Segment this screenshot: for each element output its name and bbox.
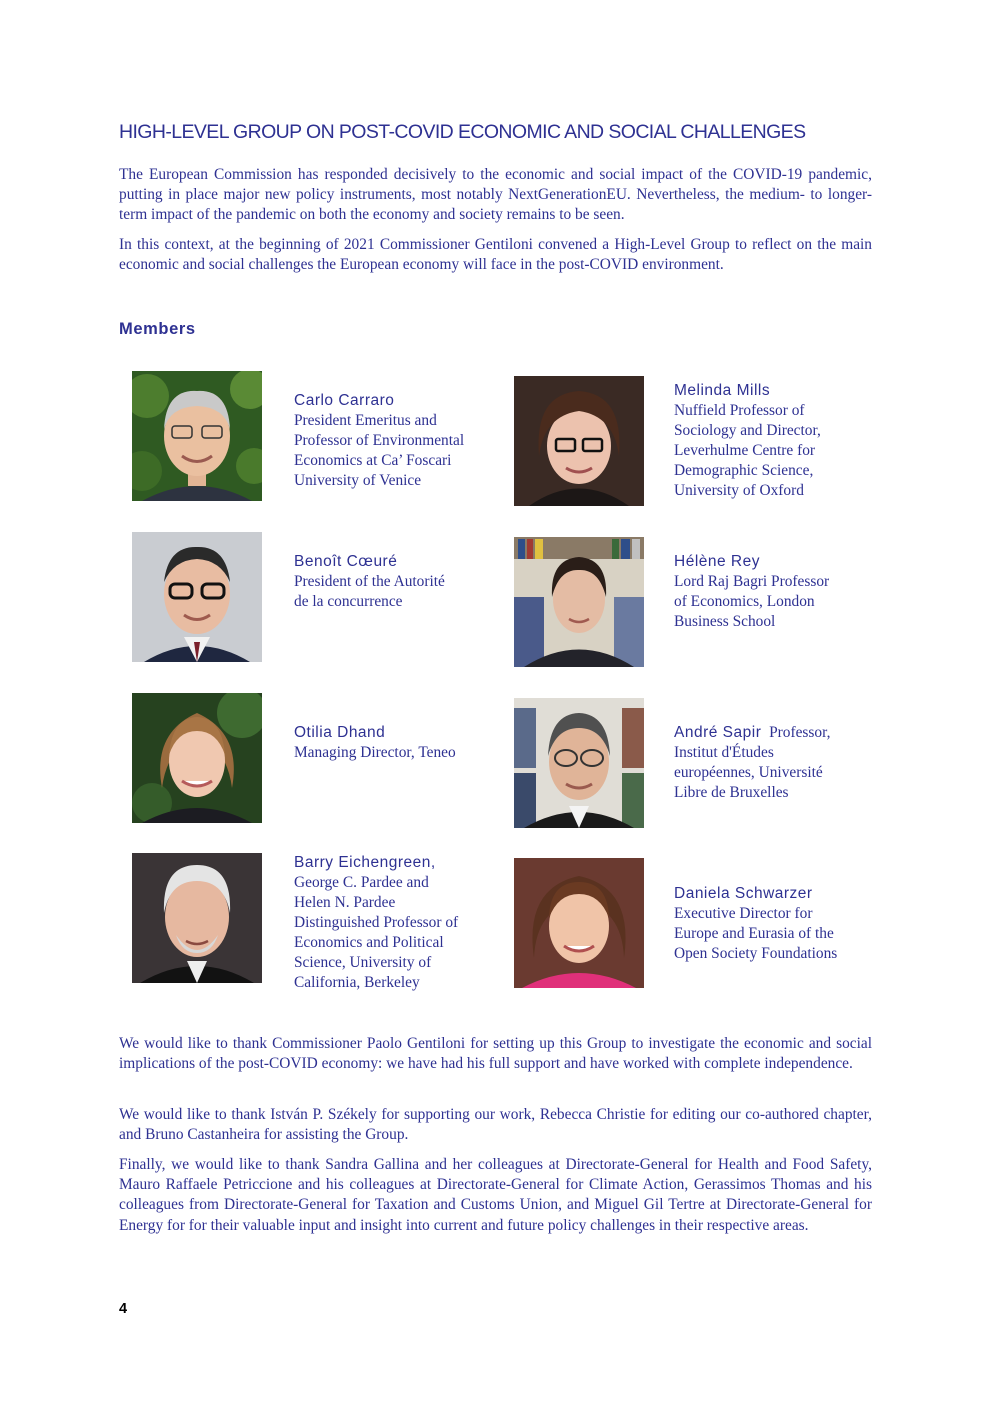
intro-paragraph: In this context, at the beginning of 2021 Commissioner Gentiloni convened a High-Level Group to reflect on the main economic and social challenges the European economy will face in the post-COVID environment. xyxy=(119,236,872,274)
member-photo xyxy=(132,532,262,662)
member-role-line: George C. Pardee and xyxy=(294,874,429,891)
member-photo xyxy=(514,698,644,828)
member-entry xyxy=(294,552,494,612)
member-role-inline: Professor, xyxy=(769,724,831,741)
page-title: HIGH-LEVEL GROUP ON POST-COVID ECONOMIC AND SOCIAL CHALLENGES xyxy=(119,121,806,143)
member-role-line: Sociology and Director, xyxy=(674,422,821,439)
member-photo xyxy=(514,537,644,667)
member-entry xyxy=(674,884,874,964)
member-role-line: Economics and Political xyxy=(294,934,444,951)
member-role-line: Executive Director for xyxy=(674,905,813,922)
member-role-line: University of Venice xyxy=(294,472,422,489)
member-role-line: Demographic Science, xyxy=(674,462,814,479)
member-role-line: de la concurrence xyxy=(294,593,403,610)
member-role-line: Distinguished Professor of xyxy=(294,914,459,931)
member-name: André Sapir xyxy=(674,724,762,741)
member-role-line: President Emeritus and xyxy=(294,412,437,429)
member-role-line: Helen N. Pardee xyxy=(294,894,396,911)
member-role-line: Managing Director, Teneo xyxy=(294,744,456,761)
member-role-line: Leverhulme Centre for xyxy=(674,442,816,459)
member-role-line: Lord Raj Bagri Professor xyxy=(674,573,830,590)
member-photo xyxy=(132,693,262,823)
member-name: Hélène Rey xyxy=(674,553,760,570)
member-entry xyxy=(294,853,494,993)
member-role-line: Institut d'Études xyxy=(674,744,774,761)
acknowledgement-paragraph: Finally, we would like to thank Sandra Gallina and her colleagues at Directorate-General for Health and Food Safety, Mauro Raffaele Petriccione and his colleagues at Directorate-General for Climate Action, Gerassimos Thomas and his colleagues from Directorate-General for Taxation and Customs Union, and Miguel Gil Tertre at Directorate-General for Energy for for their valuable input and insight into current and future policy challenges in their respective areas. xyxy=(119,1156,872,1234)
member-entry xyxy=(674,381,874,501)
member-entry xyxy=(294,723,494,763)
member-entry xyxy=(674,552,874,632)
member-role-line: Open Society Foundations xyxy=(674,945,838,962)
member-role-line: Libre de Bruxelles xyxy=(674,784,789,801)
member-name: Otilia Dhand xyxy=(294,724,386,741)
member-role-line: University of Oxford xyxy=(674,482,804,499)
member-name: Daniela Schwarzer xyxy=(674,885,813,902)
member-photo xyxy=(514,376,644,506)
member-photo xyxy=(514,858,644,988)
member-role-line: Economics at Ca’ Foscari xyxy=(294,452,452,469)
member-role-line: President of the Autorité xyxy=(294,573,445,590)
members-heading: Members xyxy=(119,320,196,338)
member-name: Barry Eichengreen, xyxy=(294,854,436,871)
member-entry xyxy=(674,723,884,803)
member-role-line: California, Berkeley xyxy=(294,974,420,991)
member-role-line: Nuffield Professor of xyxy=(674,402,805,419)
member-role-line: Europe and Eurasia of the xyxy=(674,925,834,942)
member-name: Carlo Carraro xyxy=(294,392,395,409)
member-photo xyxy=(132,853,262,983)
acknowledgement-paragraph: We would like to thank István P. Székely for supporting our work, Rebecca Christie for editing our co-authored chapter, and Bruno Castanheira for assisting the Group. xyxy=(119,1106,872,1144)
member-role-line: of Economics, London xyxy=(674,593,815,610)
member-name: Benoît Cœuré xyxy=(294,553,398,570)
member-role-line: Science, University of xyxy=(294,954,432,971)
member-role-line: européennes, Université xyxy=(674,764,823,781)
member-entry xyxy=(294,391,494,491)
member-name: Melinda Mills xyxy=(674,382,771,399)
acknowledgement-paragraph: We would like to thank Commissioner Paolo Gentiloni for setting up this Group to investigate the economic and social implications of the post-COVID economy: we have had his full support and have worked with complete independence. xyxy=(119,1035,872,1073)
member-role-line: Business School xyxy=(674,613,776,630)
page-number: 4 xyxy=(119,1301,128,1317)
member-role-line: Professor of Environmental xyxy=(294,432,465,449)
member-photo xyxy=(132,371,262,501)
intro-paragraph: The European Commission has responded decisively to the economic and social impact of the COVID-19 pandemic, putting in place major new policy instruments, most notably NextGenerationEU. Nevertheless, the medium- to longer-term impact of the pandemic on both the economy and society remains to be seen. xyxy=(119,166,872,224)
